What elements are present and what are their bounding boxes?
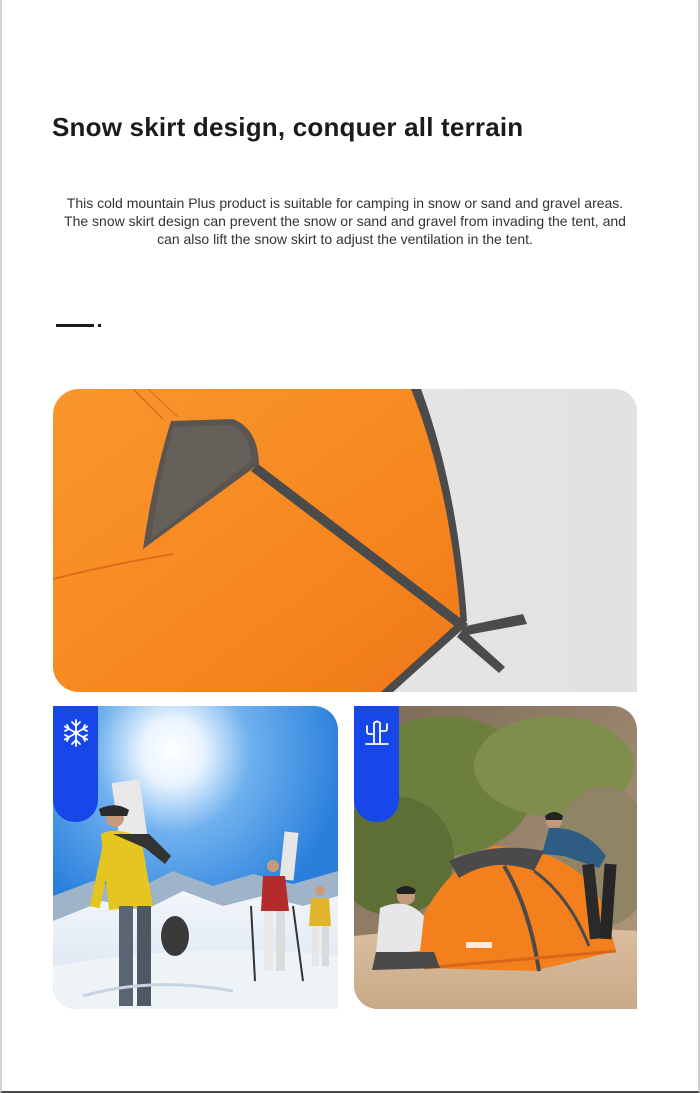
snowflake-icon: [61, 718, 91, 748]
description-line: This cold mountain Plus product is suitable for camping in snow or sand and gravel areas.: [66, 195, 624, 211]
divider-dot: [98, 324, 101, 327]
description: [40, 194, 650, 248]
sand-badge: [354, 706, 399, 822]
snow-badge: [53, 706, 98, 822]
page-title: Snow skirt design, conquer all terrain: [52, 112, 524, 142]
snow-hikers-image: [53, 706, 338, 1009]
description-line: can also lift the snow skirt to adjust the ventilation in the tent.: [157, 231, 533, 247]
description-line: The snow skirt design can prevent the snow or sand and gravel from invading the tent, and: [64, 213, 626, 229]
tent-skirt-image: [53, 389, 637, 692]
tent-skirt-illustration: [53, 389, 637, 692]
cactus-icon: [362, 718, 392, 748]
divider-dash: [56, 324, 94, 327]
desert-tent-image: [354, 706, 637, 1009]
